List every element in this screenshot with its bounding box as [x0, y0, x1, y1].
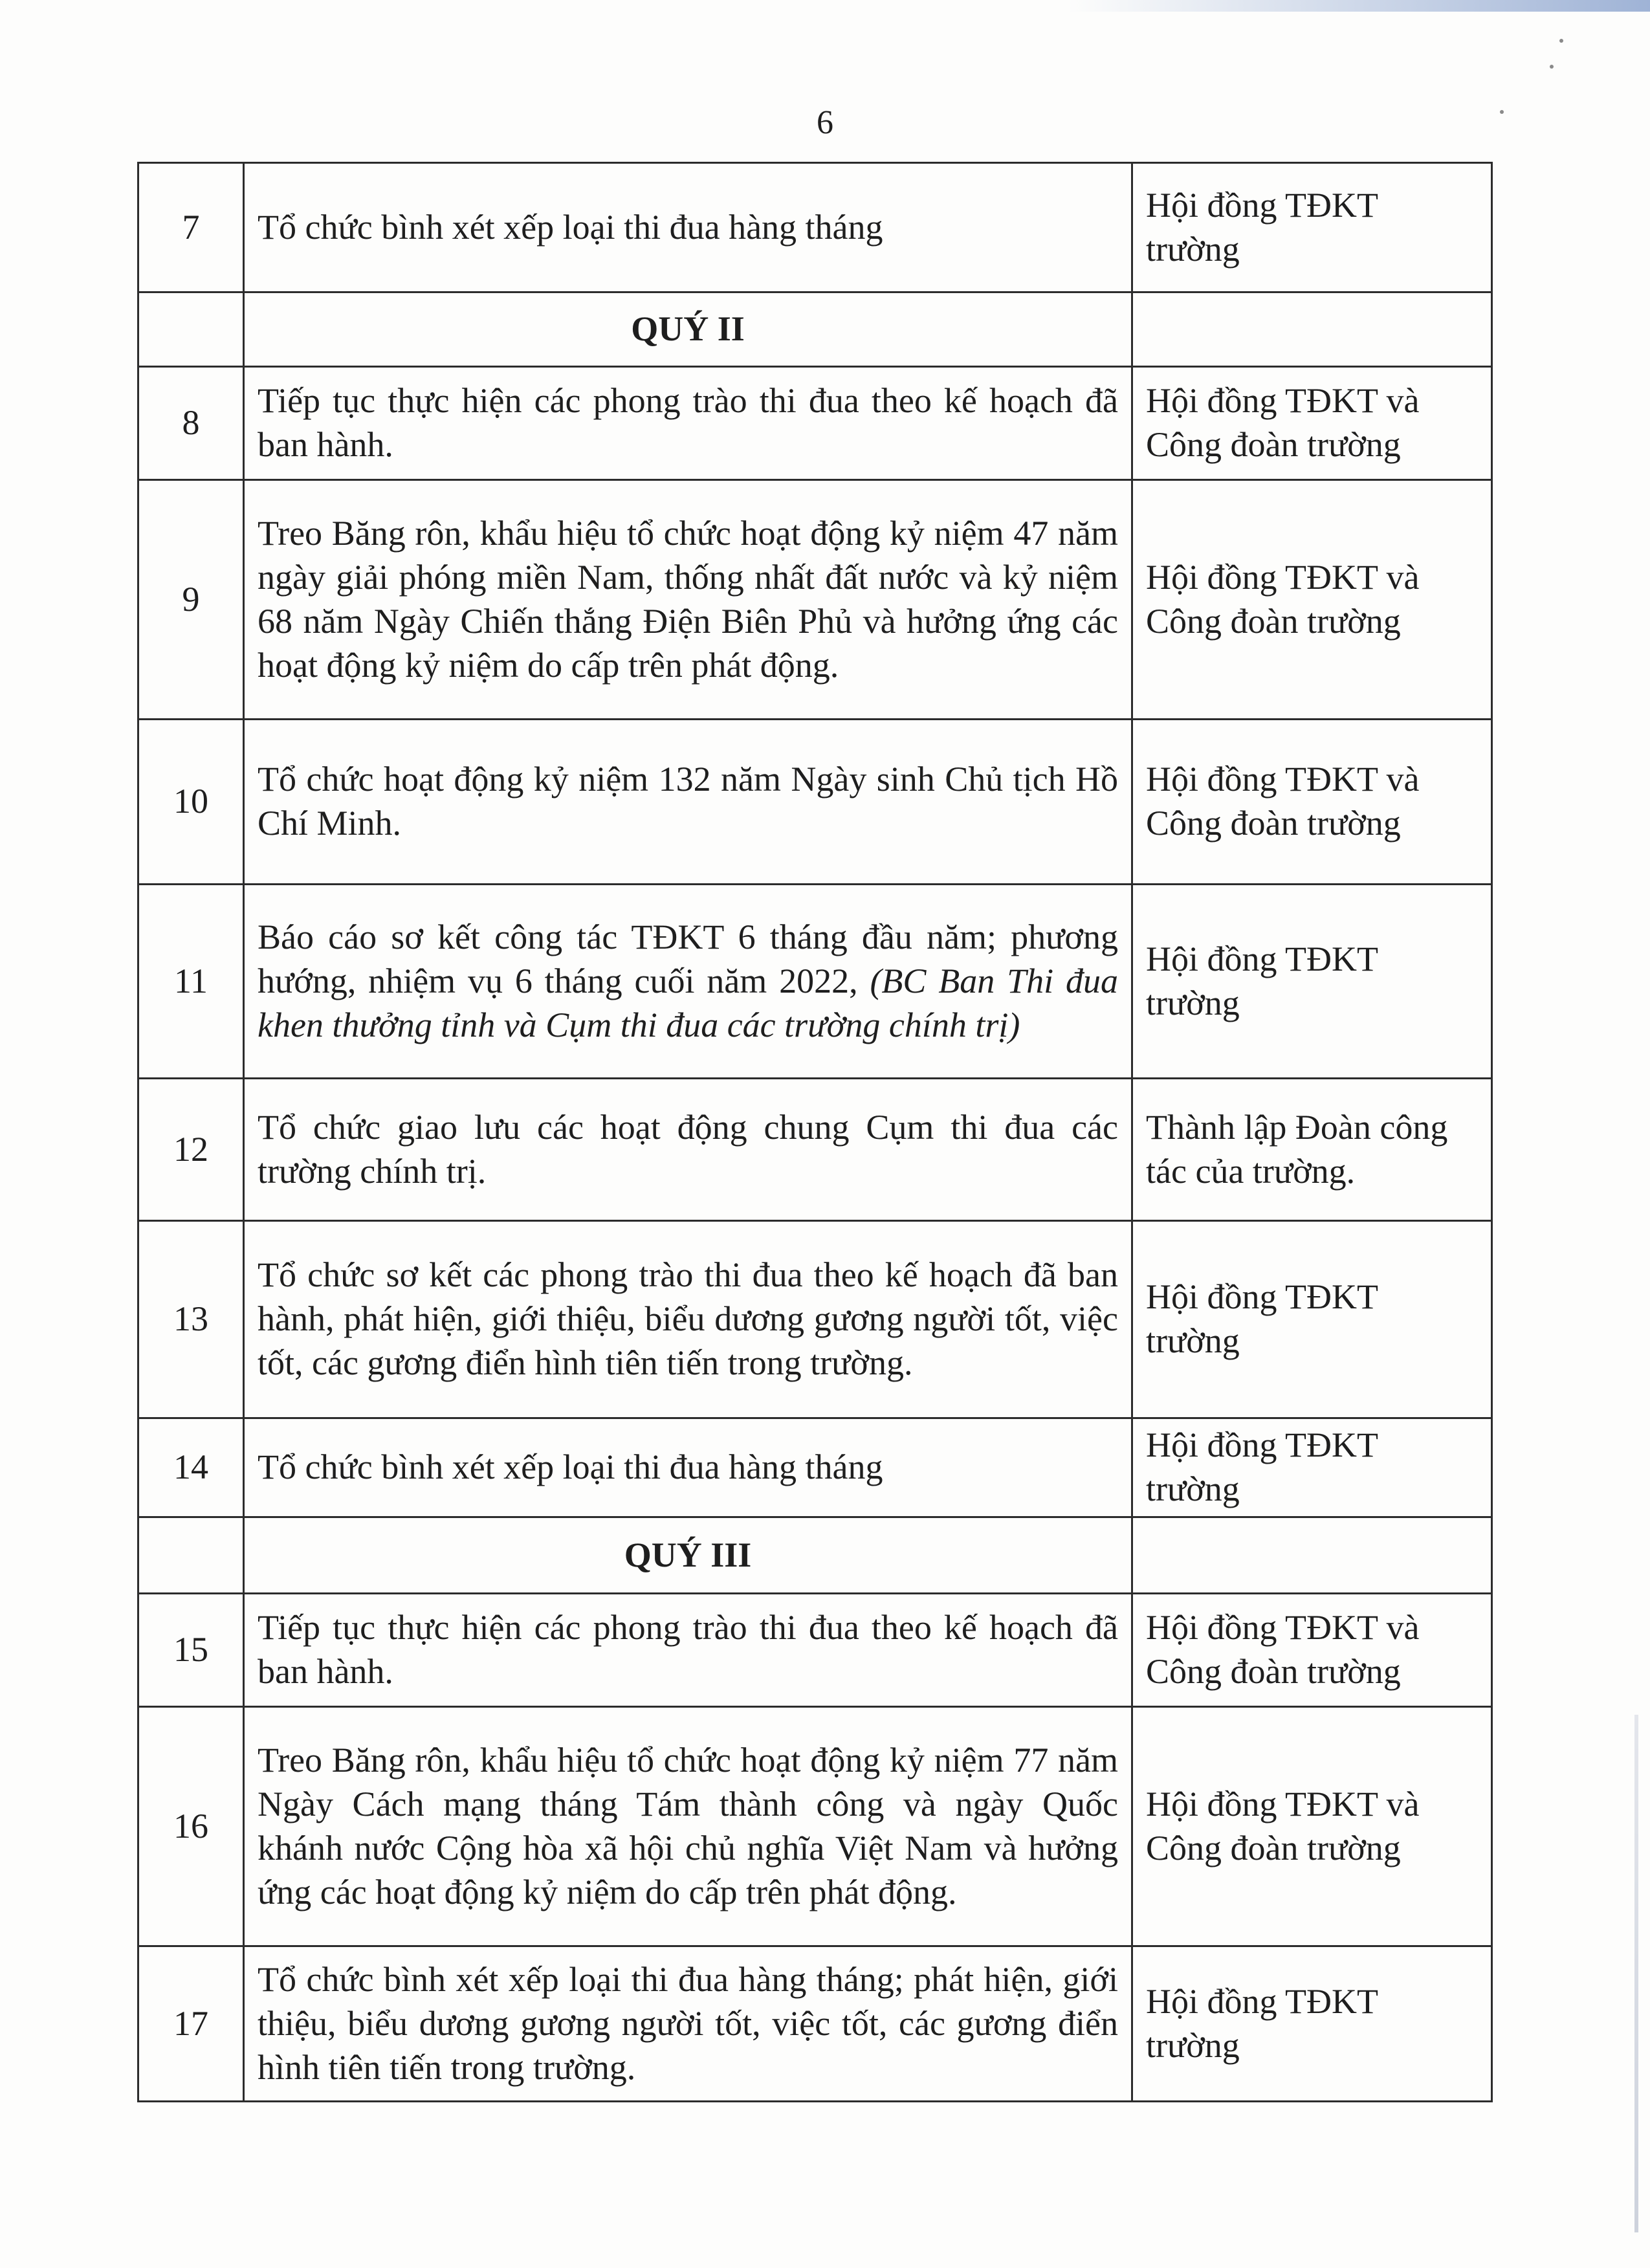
table-row: [138, 1221, 1492, 1418]
row-number: 16: [138, 1707, 244, 1946]
row-number: 12: [138, 1079, 244, 1221]
task-note: (BC Ban Thi đua khen thưởng tỉnh và Cụm thi đua các trường chính trị): [258, 961, 1118, 1044]
scan-speck: [1559, 39, 1563, 43]
task-content: [244, 1594, 1132, 1707]
plan-table: [137, 162, 1493, 2102]
responsible-unit: Hội đồng TĐKT và Công đoàn trường: [1132, 1594, 1492, 1707]
task-content: [244, 1079, 1132, 1221]
table-row: [138, 1079, 1492, 1221]
responsible-unit: Hội đồng TĐKT trường: [1132, 1221, 1492, 1418]
table-row: [138, 1418, 1492, 1517]
section-heading: [244, 1517, 1132, 1594]
section-heading: [244, 292, 1132, 367]
row-number: 11: [138, 885, 244, 1079]
table-row: [138, 480, 1492, 720]
task-text: Tổ chức giao lưu các hoạt động chung Cụm thi đua các trường chính trị.: [258, 1107, 1118, 1191]
responsible-unit: Hội đồng TĐKT và Công đoàn trường: [1132, 1707, 1492, 1946]
row-number: 7: [138, 163, 244, 292]
task-text: Tổ chức sơ kết các phong trào thi đua theo kế hoạch đã ban hành, phát hiện, giới thiệu, biểu dương gương người tốt, việc tốt, các gương điển hình tiên tiến trong trường.: [258, 1255, 1118, 1382]
responsible-unit: Hội đồng TĐKT trường: [1132, 1946, 1492, 2102]
row-number: 17: [138, 1946, 244, 2102]
task-text: Tiếp tục thực hiện các phong trào thi đua theo kế hoạch đã ban hành.: [258, 1608, 1118, 1691]
responsible-unit: Hội đồng TĐKT và Công đoàn trường: [1132, 720, 1492, 885]
table-row: [138, 720, 1492, 885]
page-number: 6: [817, 104, 833, 141]
scan-edge-strip: [1634, 1715, 1638, 2232]
row-number: 15: [138, 1594, 244, 1707]
task-text: Tiếp tục thực hiện các phong trào thi đua theo kế hoạch đã ban hành.: [258, 381, 1118, 464]
task-content: [244, 1221, 1132, 1418]
task-text: Treo Băng rôn, khẩu hiệu tổ chức hoạt động kỷ niệm 47 năm ngày giải phóng miền Nam, thống nhất đất nước và kỷ niệm 68 năm Ngày Chiến thắng Điện Biên Phủ và hưởng ứng các hoạt động kỷ niệm do cấp trên phát động.: [258, 513, 1118, 685]
table-row: [138, 1707, 1492, 1946]
row-number: 9: [138, 480, 244, 720]
task-text: Tổ chức hoạt động kỷ niệm 132 năm Ngày sinh Chủ tịch Hồ Chí Minh.: [258, 760, 1118, 842]
responsible-unit: Thành lập Đoàn công tác của trường.: [1132, 1079, 1492, 1221]
responsible-unit: Hội đồng TĐKT trường: [1132, 1418, 1492, 1517]
table-row: [138, 885, 1492, 1079]
task-text: QUÝ III: [624, 1535, 752, 1574]
task-text: Tổ chức bình xét xếp loại thi đua hàng tháng: [258, 1448, 883, 1486]
row-number: [138, 292, 244, 367]
table-row: [138, 1594, 1492, 1707]
responsible-unit: [1132, 1517, 1492, 1594]
task-text: Tổ chức bình xét xếp loại thi đua hàng tháng: [258, 207, 883, 247]
task-content: [244, 163, 1132, 292]
table-row: [138, 1946, 1492, 2102]
scan-speck: [1550, 65, 1554, 69]
row-number: 8: [138, 367, 244, 480]
task-content: [244, 1946, 1132, 2102]
task-text: QUÝ II: [631, 309, 745, 348]
task-content: [244, 1707, 1132, 1946]
task-content: [244, 367, 1132, 480]
responsible-unit: Hội đồng TĐKT và Công đoàn trường: [1132, 367, 1492, 480]
section-row: [138, 292, 1492, 367]
section-row: [138, 1517, 1492, 1594]
responsible-unit: Hội đồng TĐKT và Công đoàn trường: [1132, 480, 1492, 720]
task-text: Tổ chức bình xét xếp loại thi đua hàng tháng; phát hiện, giới thiệu, biểu dương gương người tốt, việc tốt, các gương điển hình tiên tiến trong trường.: [258, 1959, 1118, 2087]
task-content: [244, 1418, 1132, 1517]
task-content: [244, 885, 1132, 1079]
row-number: 14: [138, 1418, 244, 1517]
plan-table-body: [138, 163, 1492, 2102]
responsible-unit: [1132, 292, 1492, 367]
table-row: [138, 367, 1492, 480]
scan-edge-strip: [1068, 0, 1650, 12]
task-text: Treo Băng rôn, khẩu hiệu tổ chức hoạt động kỷ niệm 77 năm Ngày Cách mạng tháng Tám thành công và ngày Quốc khánh nước Cộng hòa xã hội chủ nghĩa Việt Nam và hưởng ứng các hoạt động kỷ niệm do cấp trên phát động.: [258, 1740, 1118, 1911]
table-row: [138, 163, 1492, 292]
task-content: [244, 480, 1132, 720]
row-number: 10: [138, 720, 244, 885]
responsible-unit: Hội đồng TĐKT trường: [1132, 163, 1492, 292]
task-content: [244, 720, 1132, 885]
responsible-unit: Hội đồng TĐKT trường: [1132, 885, 1492, 1079]
row-number: 13: [138, 1221, 244, 1418]
row-number: [138, 1517, 244, 1594]
task-text: Báo cáo sơ kết công tác TĐKT 6 tháng đầu năm; phương hướng, nhiệm vụ 6 tháng cuối năm 2022,: [258, 917, 1118, 1000]
